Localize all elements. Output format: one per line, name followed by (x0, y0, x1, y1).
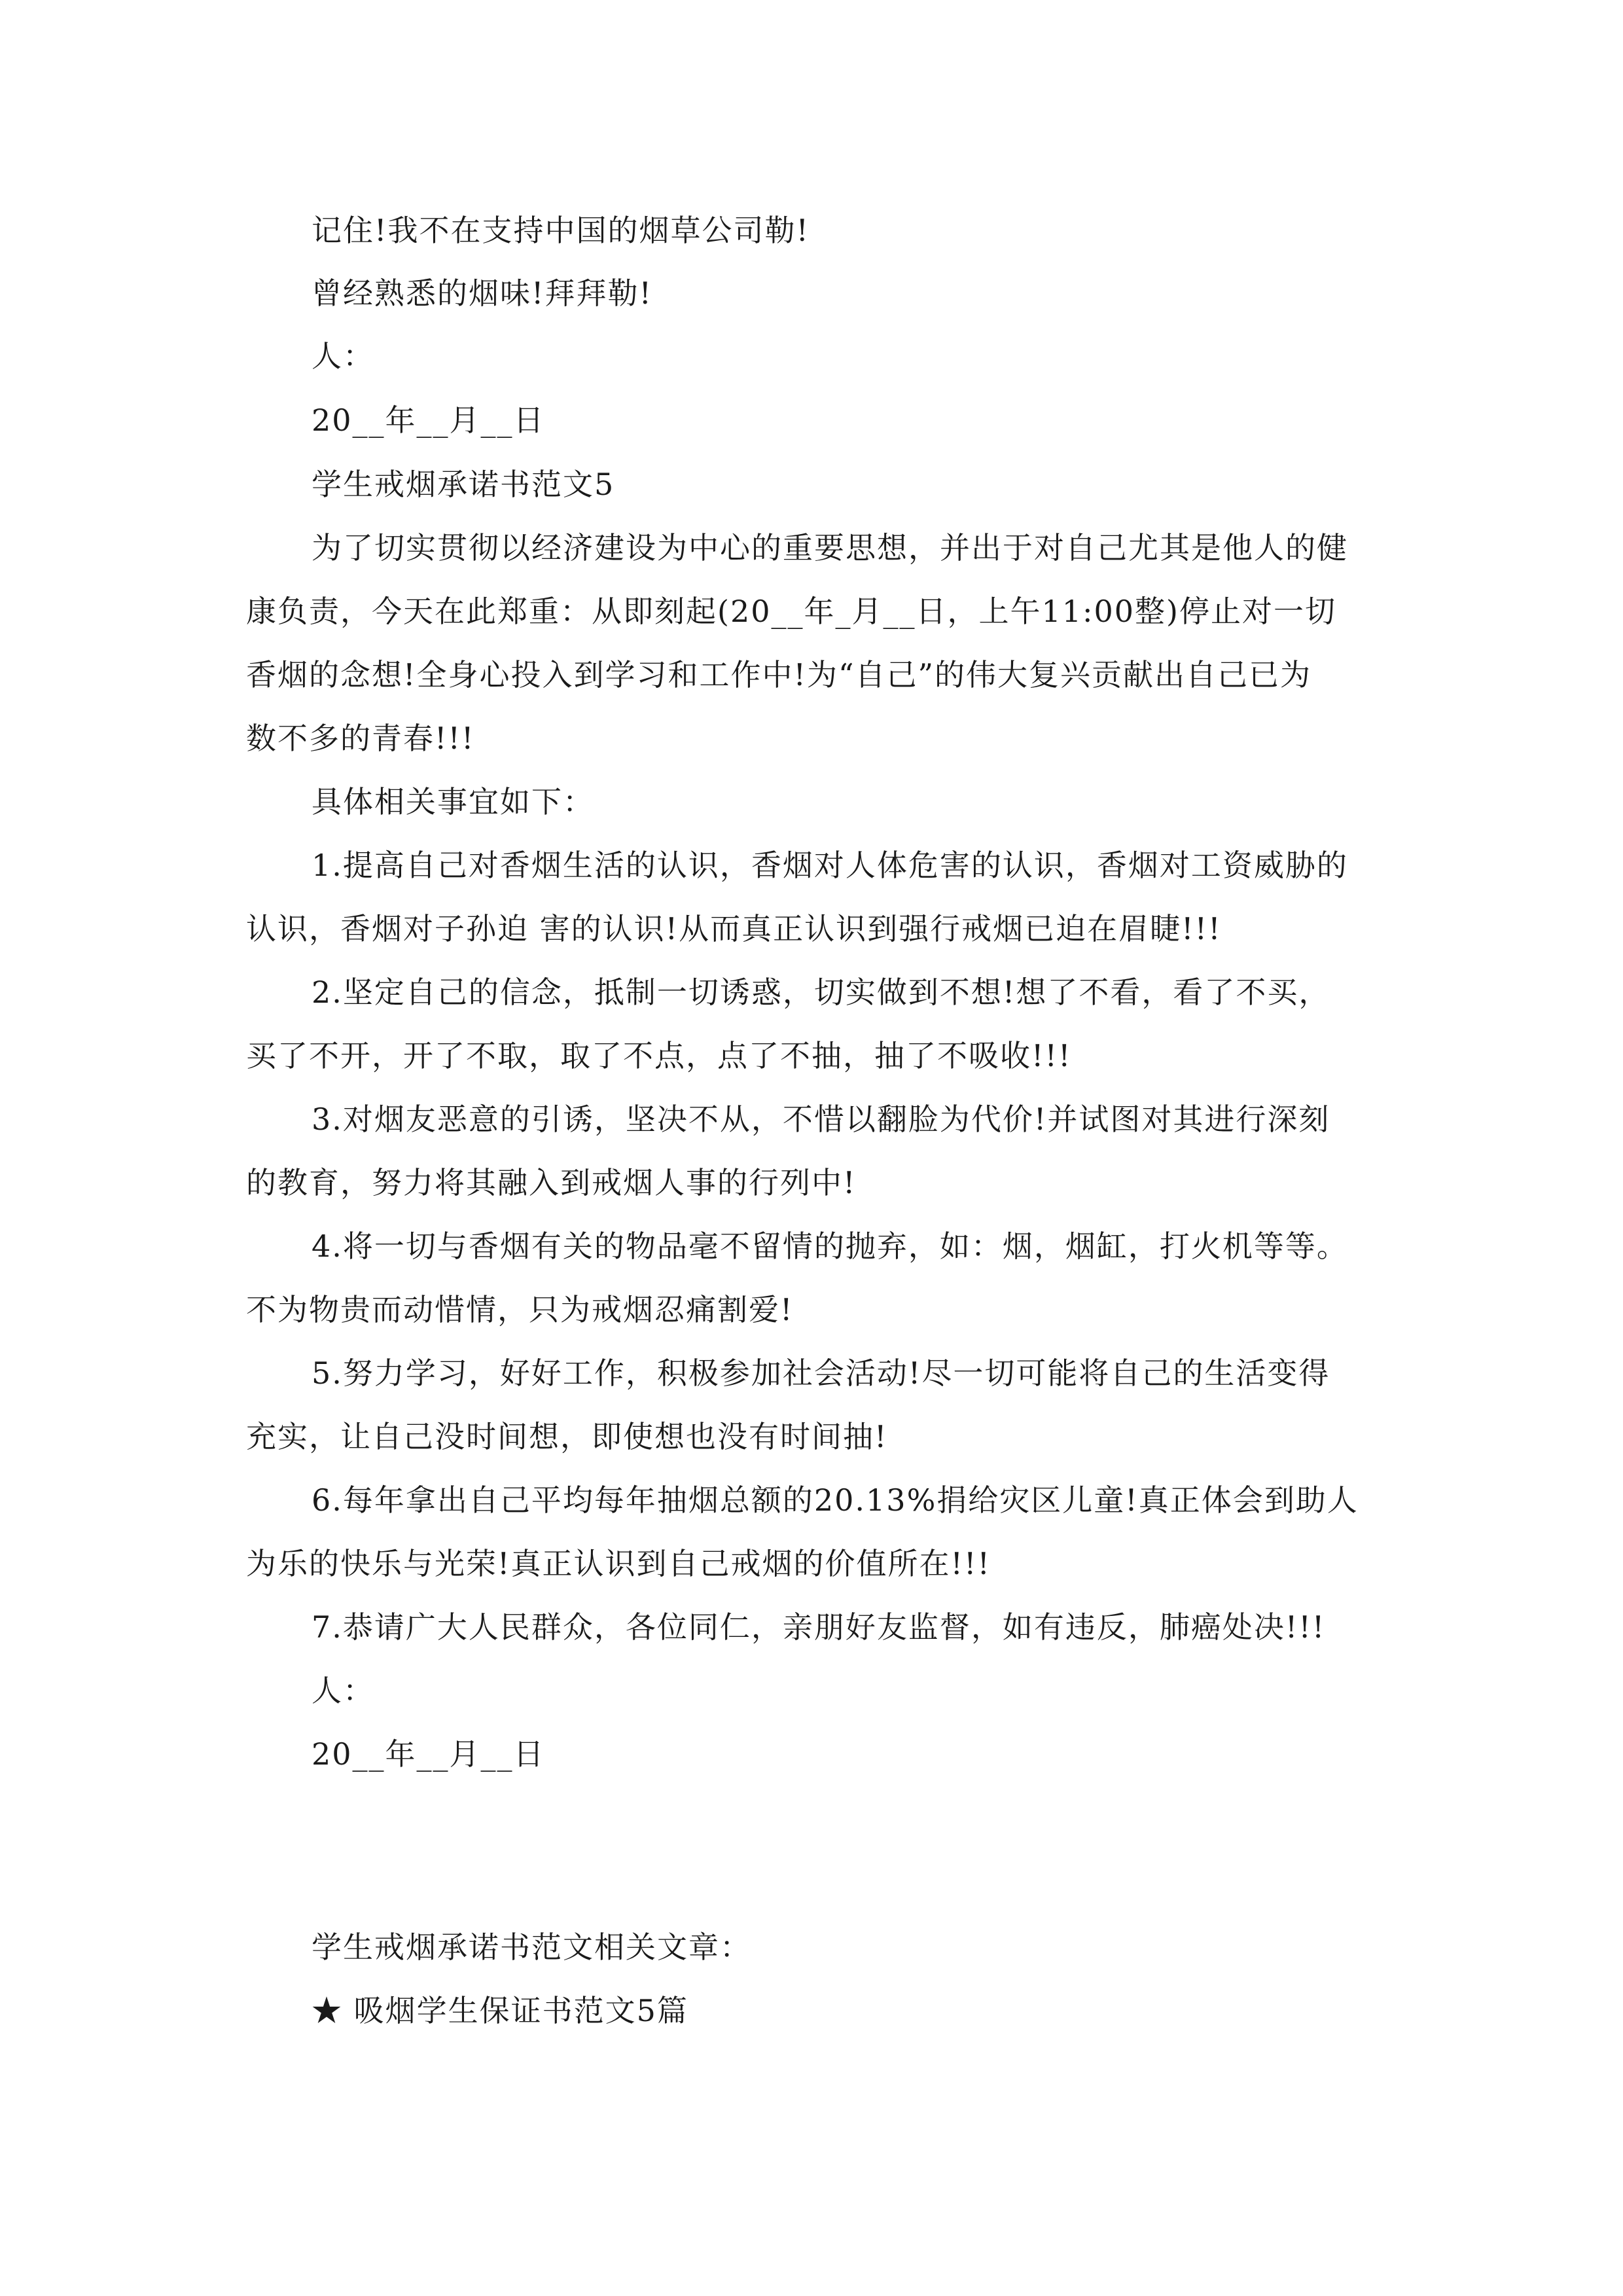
intro-line-2: 康负责，今天在此郑重：从即刻起(20__年_月__日，上午11:00整)停止对一切 (246, 594, 1336, 629)
item-3-line-1: 3.对烟友恶意的引诱，坚决不从，不惜以翻脸为代价!并试图对其进行深刻 (312, 1102, 1330, 1137)
item-6-line-1: 6.每年拿出自己平均每年抽烟总额的20.13%捐给灾区儿童!真正体会到助人 (312, 1482, 1359, 1518)
item-4-line-2: 不为物贵而动惜情，只为戒烟忍痛割爱! (246, 1292, 794, 1327)
related-heading: 学生戒烟承诺书范文相关文章： (312, 1929, 751, 1965)
item-4-line-1: 4.将一切与香烟有关的物品毫不留情的抛弃，如：烟，烟缸，打火机等等。 (312, 1229, 1348, 1264)
item-1-line-2: 认识，香烟对子孙迫 害的认识!从而真正认识到强行戒烟已迫在眉睫!!! (246, 911, 1222, 946)
date-line: 20__年__月__日 (312, 1736, 545, 1772)
signature-label: 人： (312, 1673, 374, 1708)
item-5-line-2: 充实，让自己没时间想，即使想也没有时间抽! (246, 1419, 888, 1454)
section-title: 学生戒烟承诺书范文5 (312, 467, 615, 502)
closing-line-1: 记住!我不在支持中国的烟草公司勒! (312, 213, 810, 248)
intro-line-3: 香烟的念想!全身心投入到学习和工作中!为“自己”的伟大复兴贡献出自己已为 (246, 657, 1312, 692)
item-5-line-1: 5.努力学习，好好工作，积极参加社会活动!尽一切可能将自己的生活变得 (312, 1355, 1330, 1391)
closing-line-2: 曾经熟悉的烟味!拜拜勒! (312, 276, 652, 311)
details-heading: 具体相关事宜如下： (312, 784, 594, 819)
intro-line-1: 为了切实贯彻以经济建设为中心的重要思想，并出于对自己尤其是他人的健 (312, 530, 1348, 565)
item-3-line-2: 的教育，努力将其融入到戒烟人事的行列中! (246, 1165, 857, 1200)
signature-label-top: 人： (312, 338, 374, 374)
related-article-link[interactable]: ★ 吸烟学生保证书范文5篇 (312, 1993, 688, 2028)
item-7-line-1: 7.恭请广大人民群众，各位同仁，亲朋好友监督，如有违反，肺癌处决!!! (312, 1609, 1326, 1645)
item-6-line-2: 为乐的快乐与光荣!真正认识到自己戒烟的价值所在!!! (246, 1546, 991, 1581)
item-2-line-1: 2.坚定自己的信念，抵制一切诱惑，切实做到不想!想了不看，看了不买， (312, 975, 1330, 1010)
item-1-line-1: 1.提高自己对香烟生活的认识，香烟对人体危害的认识，香烟对工资威胁的 (312, 848, 1348, 883)
date-line-top: 20__年__月__日 (312, 403, 545, 438)
intro-line-4: 数不多的青春!!! (246, 721, 475, 756)
item-2-line-2: 买了不开，开了不取，取了不点，点了不抽，抽了不吸收!!! (246, 1038, 1072, 1073)
